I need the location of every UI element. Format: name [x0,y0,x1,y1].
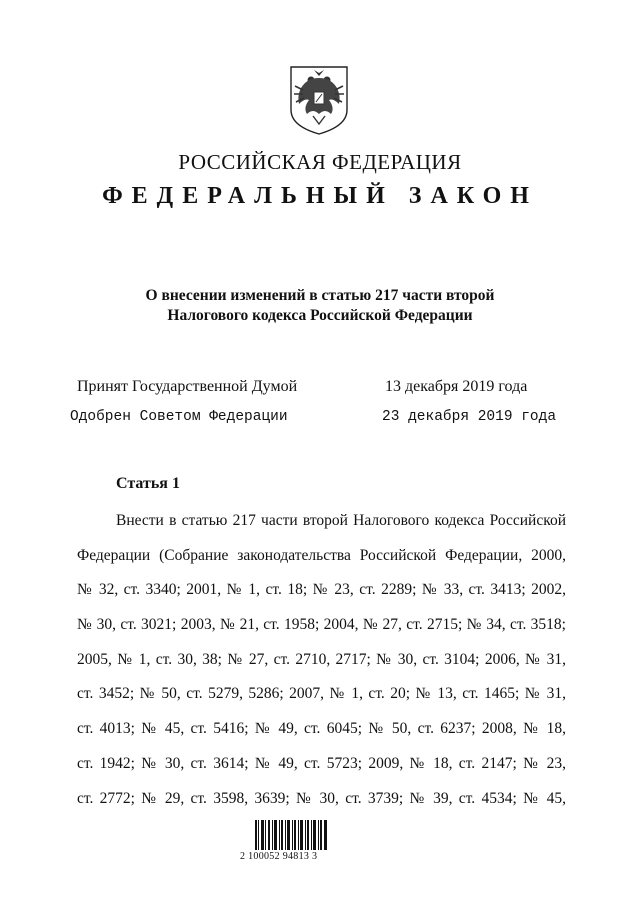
law-title-line-2: Налогового кодекса Российской Федерации [167,307,473,324]
double-headed-eagle-icon [287,64,351,136]
article-line: 2005, № 1, ст. 30, 38; № 27, ст. 2710, 2717; № 30, ст. 3104; 2006, № 31, [77,650,566,668]
council-approval-date: 23 декабря 2019 года [382,409,557,425]
article-heading: Статья 1 [116,475,180,492]
article-line: № 32, ст. 3340; 2001, № 1, ст. 18; № 23, ст. 2289; № 33, ст. 3413; 2002, [77,581,566,599]
law-title-line-1: О внесении изменений в статью 217 части второй [145,287,495,304]
document-type: ФЕДЕРАЛЬНЫЙ ЗАКОН [102,183,538,209]
barcode [255,820,327,850]
article-line: ст. 1942; № 30, ст. 3614; № 49, ст. 5723; 2009, № 18, ст. 2147; № 23, [77,754,566,772]
article-line: ст. 2772; № 29, ст. 3598, 3639; № 30, ст. 3739; № 39, ст. 4534; № 45, [77,789,566,807]
article-line: Внести в статью 217 части второй Налогового кодекса Российской [116,512,566,529]
duma-adoption-label: Принят Государственной Думой [77,378,298,395]
barcode-number: 2 100052 94813 3 [240,851,318,862]
barcode-icon [255,820,327,850]
article-body [77,510,566,822]
article-line: ст. 4013; № 45, ст. 5416; № 49, ст. 6045; № 50, ст. 6237; 2008, № 18, [77,720,566,738]
council-approval-label: Одобрен Советом Федерации [70,409,288,425]
law-title [0,286,640,326]
country-name: РОССИЙСКАЯ ФЕДЕРАЦИЯ [178,150,462,174]
article-line: № 30, ст. 3021; 2003, № 21, ст. 1958; 2004, № 27, ст. 2715; № 34, ст. 3518; [77,616,566,634]
coat-of-arms-emblem [287,64,351,136]
duma-adoption-date: 13 декабря 2019 года [385,378,528,395]
article-line: ст. 3452; № 50, ст. 5279, 5286; 2007, № 1, ст. 20; № 13, ст. 1465; № 31, [77,685,566,703]
article-line: Федерации (Собрание законодательства Российской Федерации, 2000, [77,546,566,564]
